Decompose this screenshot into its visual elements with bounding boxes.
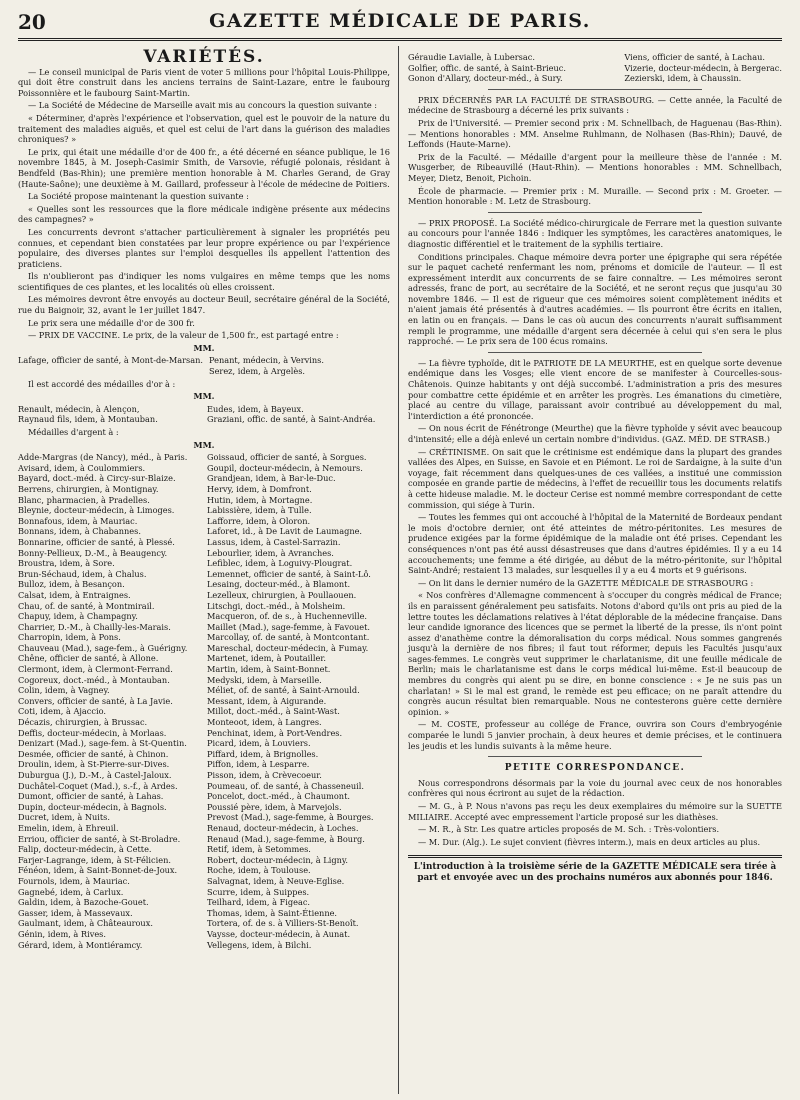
list-item: Calsat, idem, à Entraignes.	[18, 589, 131, 600]
list-item: Lemennet, officier de santé, à Saint-Lô.	[207, 568, 371, 579]
page-header	[18, 4, 782, 44]
divider	[488, 756, 702, 757]
list-item: Décazis, chirurgien, à Brussac.	[18, 717, 148, 728]
list-item: Dupin, docteur-médecin, à Bagnols.	[18, 801, 167, 812]
header-rule	[18, 38, 782, 41]
list-item: Coti, idem, à Ajaccio.	[18, 706, 106, 717]
list-item: Piffon, idem, à Lesparre.	[207, 759, 310, 770]
name-list	[408, 52, 782, 84]
list-item: Farjer-Lagrange, idem, à St-Félicien.	[18, 854, 171, 865]
name-list	[18, 452, 390, 950]
list-item: Millot, doct.-méd., à Saint-Wast.	[207, 706, 340, 717]
paragraph: « Nos confrères d'Allemagne commencent à s'occuper du congrès médical de France; ils en paraissent généralement peu satisfaits. Notons d'abord qu'ils ont pris au pied de la lettre toutes les déclamations relatives à l'état déplorable de la médecine française. Dans leur candide ignorance des licences que se permet la liberté de la presse, ils n'ont point assez d'anathème contre la démoralisation du corps médical. Nous sommes gangrenés jusqu'à la dernière de nos fibres; il faut tout réformer, depuis les Facultés jusqu'aux sages-femmes. Le congrès veut supprimer le charlatanisme, dit une feuille médicale de Berlin; mais le charlatanisme est dans le corps médical lui-même. Est-il beaucoup de membres du congrès qui aient pu se dire, en bonne conscience : « Je ne suis pas un charlatan! » Si le mal est grand, le remède est peu efficace; on ne paraît attendre du congrès aucun résultat bien remarquable. Nous ne contesterons guère cette dernière opinion. »	[408, 590, 782, 717]
list-item: Medyski, idem, à Marseille.	[207, 674, 322, 685]
list-item: Bleynie, docteur-médecin, à Limoges.	[18, 505, 175, 516]
list-item: Litschgi, doct.-méd., à Molsheim.	[207, 600, 346, 611]
list-item: Bonnans, idem, à Chabannes.	[18, 526, 141, 537]
list-item: Blanc, pharmacien, à Pradelles.	[18, 494, 150, 505]
list-item: Retif, idem, à Setommes.	[207, 844, 311, 855]
list-item: Scurre, idem, à Suippes.	[207, 886, 310, 897]
list-item: Eudes, idem, à Bayeux.	[207, 403, 304, 414]
list-item: Roche, idem, à Toulouse.	[207, 865, 311, 876]
paragraph: Ils n'oublieront pas d'indiquer les noms vulgaires en même temps que les noms scientifiques de ces plantes, et les localités où elles croissent.	[18, 271, 390, 292]
list-item: Thomas, idem, à Saint-Étienne.	[207, 907, 338, 918]
list-item: Convers, officier de santé, à La Javie.	[18, 695, 173, 706]
list-item: Brun-Séchaud, idem, à Chalus.	[18, 568, 147, 579]
list-item: Emelin, idem, à Ehreuil.	[18, 822, 119, 833]
paragraph: Le prix sera une médaille d'or de 300 fr.	[28, 317, 195, 328]
list-item: Macqueron, of. de s., à Huchenneville.	[207, 611, 368, 622]
list-item: Hervy, idem, à Domfront.	[207, 483, 312, 494]
list-item	[570, 52, 620, 63]
list-item: Graziani, offic. de santé, à Saint-Andréa.	[207, 414, 376, 425]
paragraph: Conditions principales. Chaque mémoire devra porter une épigraphe qui sera répétée sur le paquet cacheté renfermant les nom, prénoms et domicile de l'auteur. — Il est expressément interdit aux concurrents de se faire connaître. — Les mémoires seront adressés, franc de port, au secrétaire de la Société, et ne seront reçus que jusqu'au 30 novembre 1846. — Il est de rigueur que ces mémoires soient complètement inédits et n'aient jamais été présentés à d'autres académies. — Ils pourront être écrits en italien, en latin ou en français. — Dans le cas où aucun des concurrents n'aurait suffisamment rempli le programme, une médaille d'argent sera décernée à celui qui s'en sera le plus rapproché. — Le prix sera de 100 écus romains.	[408, 251, 782, 347]
paragraph: — PRIX DE VACCINE. Le prix, de la valeur de 1,500 fr., est partagé entre :	[28, 330, 339, 341]
correspondence-heading: PETITE CORRESPONDANCE.	[504, 763, 686, 774]
mm-label: MM.	[193, 342, 215, 353]
list-item: Teilhard, idem, à Figeac.	[207, 897, 311, 908]
list-item: Picard, idem, à Louviers.	[207, 738, 311, 749]
list-item: Berrens, chirurgien, à Montignay.	[18, 483, 159, 494]
list-item: Clermont, idem, à Clermont-Ferrand.	[18, 664, 173, 675]
list-item: Poumeau, of. de santé, à Chasseneuil.	[207, 780, 364, 791]
paragraph: École de pharmacie. — Premier prix : M. Muraille. — Second prix : M. Groeter. — Mention honorable : M. Letz de Strasbourg.	[408, 185, 782, 207]
list-item: Laforet, id., à De Lavit de Laumagne.	[207, 526, 363, 537]
list-item: Pisson, idem, à Crèvecoeur.	[207, 770, 322, 780]
list-item: Goissaud, officier de santé, à Sorgues.	[207, 452, 367, 463]
subheading: Il est accordé des médailles d'or à :	[28, 378, 176, 389]
paragraph: — M. COSTE, professeur au collége de France, ouvrira son Cours d'embryogénie comparée le lundi 5 janvier prochain, à deux heures et demie précises, et le continuera les jeudis et les lundis suivants à la même heure.	[408, 719, 782, 751]
paragraph: — On lit dans le dernier numéro de la GAZETTE MÉDICALE DE STRASBOURG :	[418, 577, 754, 588]
paragraph: — La Société de Médecine de Marseille avait mis au concours la question suivante :	[28, 100, 378, 111]
paragraph: — Le conseil municipal de Paris vient de voter 5 millions pour l'hôpital Louis-Philippe, qui doit être construit dans les anciens terrains de Saint-Lazare, entre le faubourg Poissonnière et le faubourg Saint-Martin.	[18, 66, 390, 98]
list-item: Raynaud fils, idem, à Montauban.	[18, 414, 158, 425]
mm-label: MM.	[193, 439, 215, 450]
list-item: Lassus, idem, à Castel-Sarrazin.	[207, 536, 341, 547]
left-column	[18, 47, 390, 1094]
list-item: Golfier, offic. de santé, à Saint-Brieuc.	[408, 62, 566, 73]
list-item: Broustra, idem, à Sore.	[18, 558, 115, 569]
list-item	[18, 366, 203, 377]
paragraph: — Toutes les femmes qui ont accouché à l'hôpital de la Maternité de Bordeaux pendant le mois d'octobre dernier, ont été atteintes de métro-péritonites. Les mesures de prudence exigées par la forme épidémique de la maladie ont été prises. Cependant les conséquences n'ont pas été aussi désastreuses que dans d'autres épidémies. Il y a eu 14 accouchements; une femme a été dirigée, au début de la métro-péritonite, sur l'hôpital Saint-André; restaient 13 malades, sur lesquelles il y a eu 4 morts et 9 guérisons.	[408, 512, 782, 576]
list-item: Falip, docteur-médecin, à Cette.	[18, 844, 152, 855]
list-item: Charrier, D.-M., à Chailly-les-Marais.	[18, 621, 171, 632]
list-item: Penchinat, idem, à Port-Vendres.	[207, 727, 343, 738]
mm-label: MM.	[193, 391, 215, 402]
list-item: Chêne, officier de santé, à Allone.	[18, 653, 159, 664]
list-item: Mareschal, docteur-médecin, à Fumay.	[207, 642, 369, 653]
list-item: Cogoreux, doct.-méd., à Montauban.	[18, 674, 170, 685]
list-item: Renaud, docteur-médecin, à Loches.	[207, 822, 359, 833]
column-divider	[398, 46, 399, 1094]
list-item: Robert, docteur-médecin, à Ligny.	[207, 854, 349, 865]
list-item: Deffis, docteur-médecin, à Morlaas.	[18, 727, 167, 738]
list-item: Piffard, idem, à Brignolles.	[207, 748, 319, 759]
list-item: Lesaing, docteur-méd., à Blamont.	[207, 579, 351, 590]
list-item: Vaysse, docteur-médecin, à Aunat.	[207, 928, 351, 939]
paragraph: PRIX DÉCERNÉS PAR LA FACULTÉ DE STRASBOURG. — Cette année, la Faculté de médecine de Strasbourg a décerné les prix suivants :	[408, 94, 782, 116]
list-item: Colin, idem, à Vagney.	[18, 685, 110, 696]
divider	[488, 89, 702, 90]
divider	[488, 352, 702, 353]
list-item: Monteoot, idem, à Langres.	[207, 717, 322, 728]
subscriber-notice: L'introduction à la troisième série de la GAZETTE MÉDICALE sera tirée à part et envoyée avec un des prochains numéros aux abonnés pour 1846.	[408, 855, 782, 884]
list-item: Tortera, of. de s. à Villiers-St-Benoît.	[207, 918, 359, 929]
list-item: Lafforre, idem, à Oloron.	[207, 515, 311, 526]
name-list	[18, 355, 390, 376]
paragraph: — CRÉTINISME. On sait que le crétinisme est endémique dans la plupart des grandes vallées des Alpes, en Suisse, en Savoie et en Piémont. Le roi de Sardaigne, à la suite d'un voyage, fait récemment dans quelques-unes de ces vallées, a institué une commission composée en grande partie de médecins, à l'effet de recueillir tous les documents relatifs à cette hideuse maladie. M. le docteur Cerise est nommé membre correspondant de cette commission, qui siége à Turin.	[408, 446, 782, 510]
right-column	[408, 52, 782, 1094]
list-item: Renaud (Mad.), sage-femme, à Bourg.	[207, 833, 365, 844]
name-list	[18, 404, 390, 425]
list-item: Duchâtel-Coquet (Mad.), s.-f., à Ardes.	[18, 780, 178, 791]
paragraph: Les concurrents devront s'attacher particulièrement à signaler les propriétés peu connues, et cependant bien constatées par leur propre expérience ou par l'expérience populaire, des diverses plantes sur l'emploi desquelles ils appellent l'attention des praticiens.	[18, 226, 390, 269]
paragraph: « Quelles sont les ressources que la flore médicale indigène présente aux médecins des campagnes? »	[18, 203, 390, 225]
list-item: Gagnebé, idem, à Carlux.	[18, 886, 124, 897]
list-item: Lebourlier, idem, à Avranches.	[207, 547, 334, 558]
paragraph: La Société propose maintenant la question suivante :	[28, 191, 249, 202]
list-item: Bulloz, idem, à Besançon.	[18, 579, 125, 590]
list-item: Hutin, idem, à Mortagne.	[207, 494, 313, 505]
list-item: Vellegens, idem, à Bilchi.	[207, 939, 312, 950]
list-item: Droulin, idem, à St-Pierre-sur-Dives.	[18, 759, 170, 770]
list-item: Fénéon, idem, à Saint-Bonnet-de-Joux.	[18, 865, 178, 876]
list-item: Avisard, idem, à Coulommiers.	[18, 462, 146, 473]
list-item: Martin, idem, à Saint-Bonnet.	[207, 664, 331, 675]
list-item: Erriou, officier de santé, à St-Broladre.	[18, 833, 181, 844]
list-item: Penant, médecin, à Vervins.	[208, 355, 324, 366]
list-item	[570, 63, 620, 74]
section-heading: VARIÉTÉS.	[143, 47, 265, 67]
list-item: Bayard, doct.-méd. à Circy-sur-Blaize.	[18, 473, 176, 484]
paragraph: Prix de la Faculté. — Médaille d'argent pour la meilleure thèse de l'année : M. Wusgerber, de Ribeauvillé (Haut-Rhin). — Mentions honorables : MM. Schnellbach, Meyer, Dietz, Benoit, Pichoin.	[408, 151, 782, 183]
list-item: Desmée, officier de santé, à Chinon.	[18, 748, 169, 759]
list-item: Bonnarine, officier de santé, à Plessé.	[18, 536, 175, 547]
list-item: Maillet (Mad.), sage-femme, à Favouet.	[207, 621, 371, 632]
divider	[488, 212, 702, 213]
list-item: Prevost (Mad.), sage-femme, à Bourges.	[207, 812, 374, 823]
paragraph: Nous correspondrons désormais par la voie du journal avec ceux de nos honorables confrères qui nous écriront au sujet de la rédaction.	[408, 777, 782, 799]
list-item: Gaulmant, idem, à Châteauroux.	[18, 918, 153, 929]
list-item: Fournols, idem, à Mauriac.	[18, 875, 130, 886]
list-item: Gasser, idem, à Massevaux.	[18, 907, 133, 918]
paragraph: — M. R., à Str. Les quatre articles proposés de M. Sch. : Très-volontiers.	[418, 824, 720, 835]
list-item: Chapuy, idem, à Champagny.	[18, 611, 138, 622]
list-item: Goupil, docteur-médecin, à Nemours.	[207, 462, 363, 473]
list-item: Martenet, idem, à Poutailler.	[207, 653, 326, 664]
list-item: Viens, officier de santé, à Lachau.	[624, 52, 765, 62]
list-item: Adde-Margras (de Nancy), méd., à Paris.	[18, 452, 188, 463]
journal-title: GAZETTE MÉDICALE DE PARIS.	[209, 10, 591, 32]
paragraph: — On nous écrit de Fénétronge (Meurthe) que la fièvre typhoïde y sévit avec beaucoup d'intensité; elle a déjà enlevé un certain nombre d'individus. (GAZ. MÉD. DE STRASB.)	[408, 423, 782, 444]
list-item	[570, 73, 620, 84]
paragraph: Prix de l'Université. — Premier second prix : M. Schnellbach, de Haguenau (Bas-Rhin). — Mentions honorables : MM. Anselme Ruhlmann, de Nolhasen (Bas-Rhin); Dauvé, de Leffonds (Haute-Marne).	[408, 117, 782, 150]
page-number: 20	[18, 10, 46, 34]
list-item: Méliet, of. de santé, à Saint-Arnould.	[207, 685, 360, 696]
paragraph: — M. G., à P. Nous n'avons pas reçu les deux exemplaires du mémoire sur la SUETTE MILIAIRE. Accepté avec empressement l'article proposé sur les diathèses.	[408, 801, 782, 822]
list-item: Bonny-Pellieux, D.-M., à Beaugency.	[18, 547, 168, 558]
list-item: Renault, médecin, à Alençon,	[18, 403, 140, 414]
list-item: Gonon d'Allary, docteur-méd., à Sury.	[408, 73, 563, 84]
paragraph: Le prix, qui était une médaille d'or de 400 fr., a été décerné en séance publique, le 16 novembre 1845, à M. Joseph-Casimir Smith, de Varsovie, réfugié polonais, résidant à Bendfeld (Bas-Rhin); une première mention honorable à M. Charles Gerand, de Gray (Haute-Saône); une deuxième à M. Gaillard, professeur à l'école de médecine de Poitiers.	[18, 146, 390, 189]
subheading: Médailles d'argent à :	[28, 427, 119, 437]
list-item: Labissière, idem, à Tulle.	[207, 505, 312, 516]
list-item: Génin, idem, à Rives.	[18, 928, 106, 939]
list-item: Grandjean, idem, à Bar-le-Duc.	[207, 473, 336, 484]
paragraph: — La fièvre typhoïde, dit le PATRIOTE DE LA MEURTHE, est en quelque sorte devenue endémique dans les Vosges; elle vient encore de se manifester à Courcelles-sous-Châtenois. Quinze habitants y ont déjà succombé. L'administration a pris des mesures pour combattre cette épidémie et en arrêter les progrès. Les émanations du cimetière, placé au centre du village, paraissant avoir contribué au développement du mal, l'interdiction a été prononcée.	[408, 357, 782, 421]
list-item: Marcollay, of. de santé, à Montcontant.	[207, 632, 370, 643]
list-item: Lezelleux, chirurgien, à Poullaouen.	[207, 589, 357, 600]
paragraph: — M. Dur. (Alg.). Le sujet convient (fièvres interm.), mais en deux articles au plus.	[418, 836, 761, 847]
list-item: Poncelot, doct.-méd., à Chaumont.	[207, 791, 350, 802]
list-item: Serez, idem, à Argelès.	[208, 366, 306, 377]
list-item: Chauveau (Mad.), sage-fem., à Guérigny.	[18, 642, 188, 653]
list-item: Gérard, idem, à Montiéramcy.	[18, 939, 143, 950]
list-item: Denizart (Mad.), sage-fem. à St-Quentin.	[18, 738, 187, 749]
list-item: Poussié père, idem, à Marvejols.	[207, 801, 342, 812]
list-item: Dumont, officier de santé, à Lahas.	[18, 791, 164, 802]
list-item: Chau, of. de santé, à Montmirail.	[18, 600, 155, 611]
list-item: Géraudie Lavialle, à Lubersac.	[408, 52, 535, 62]
list-item: Lefiblec, idem, à Loguivy-Plougrat.	[207, 558, 353, 569]
list-item: Galdin, idem, à Bazoche-Gouet.	[18, 897, 149, 908]
list-item: Ducret, idem, à Nuits.	[18, 812, 110, 823]
list-item: Vizerie, docteur-médecin, à Bergerac.	[624, 62, 782, 73]
list-item: Lafage, officier de santé, à Mont-de-Marsan.	[18, 355, 203, 366]
list-item: Messant, idem, à Aigurande.	[207, 695, 327, 706]
paragraph: — PRIX PROPOSÉ. La Société médico-chirurgicale de Ferrare met la question suivante au concours pour l'année 1846 : Indiquer les symptômes, les caractères anatomiques, le diagnostic différentiel et le traitement de la syphilis tertiaire.	[408, 217, 782, 249]
paragraph: « Déterminer, d'après l'expérience et l'observation, quel est le pouvoir de la nature du traitement des maladies aiguës, et quel est celui de l'art dans la guérison des maladies chroniques? »	[18, 112, 390, 145]
list-item: Charropin, idem, à Pons.	[18, 632, 121, 643]
list-item: Duburgua (J.), D.-M., à Castel-Jaloux.	[18, 770, 172, 780]
paragraph: Les mémoires devront être envoyés au docteur Beuil, secrétaire général de la Société, rue du Baignoir, 32, avant le 1er juillet 1847.	[18, 294, 390, 316]
list-item: Salvagnat, idem, à Neuve-Eglise.	[207, 875, 345, 886]
list-item: Bonnafous, idem, à Mauriac.	[18, 515, 138, 526]
list-item: Zezierski, idem, à Chaussin.	[624, 73, 742, 84]
